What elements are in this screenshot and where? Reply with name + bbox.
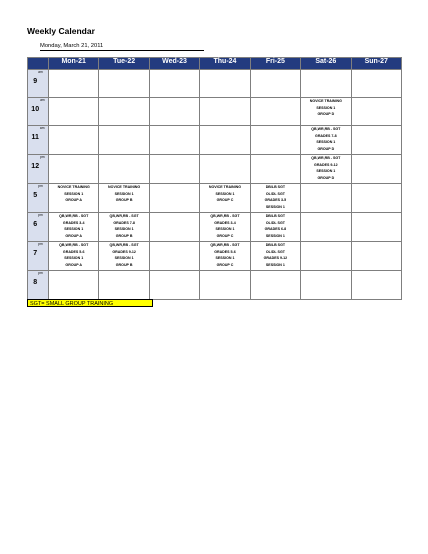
time-hour: 5 bbox=[33, 192, 38, 199]
event-line: DB/LB SGT bbox=[265, 214, 286, 218]
day-header: Sun-27 bbox=[351, 58, 401, 70]
event-line: SESSION 1 bbox=[265, 233, 285, 238]
event-line: SESSION 1 bbox=[215, 227, 235, 232]
calendar-cell bbox=[149, 98, 199, 126]
calendar-cell bbox=[149, 126, 199, 155]
calendar-cell bbox=[351, 242, 401, 271]
time-suffix: pm bbox=[40, 155, 45, 159]
calendar-cell bbox=[351, 213, 401, 242]
time-label bbox=[28, 70, 49, 98]
calendar-cell bbox=[351, 70, 401, 98]
weekly-calendar-table bbox=[27, 57, 402, 300]
event-line: GRADES 9-12 bbox=[314, 162, 338, 167]
event-line: GROUP D bbox=[317, 112, 335, 117]
calendar-cell bbox=[250, 155, 300, 184]
event-line: GROUP D bbox=[317, 146, 335, 151]
time-row bbox=[28, 184, 402, 213]
time-suffix: pm bbox=[38, 271, 43, 275]
event-line: SESSION 1 bbox=[316, 140, 336, 145]
time-hour: 6 bbox=[33, 221, 38, 228]
calendar-cell bbox=[49, 242, 99, 271]
calendar-cell bbox=[250, 98, 300, 126]
event-line: DB/LB SGT bbox=[265, 243, 286, 247]
event-line: QB,WR,RB - SGT bbox=[109, 214, 139, 218]
calendar-cell bbox=[99, 98, 149, 126]
time-label bbox=[28, 126, 49, 155]
time-suffix: am bbox=[40, 98, 45, 102]
time-suffix: pm bbox=[38, 184, 43, 188]
calendar-cell bbox=[301, 184, 351, 213]
event-line: GROUP A bbox=[65, 262, 82, 267]
calendar-cell bbox=[301, 213, 351, 242]
calendar-cell bbox=[351, 184, 401, 213]
event-line: SESSION 1 bbox=[265, 262, 285, 267]
calendar-cell bbox=[250, 213, 300, 242]
time-label bbox=[28, 213, 49, 242]
calendar-cell bbox=[301, 98, 351, 126]
event-line: SESSION 1 bbox=[265, 204, 285, 209]
calendar-cell bbox=[49, 155, 99, 184]
calendar-cell bbox=[149, 155, 199, 184]
event-line: OL/DL SGT bbox=[265, 249, 285, 254]
calendar-cell bbox=[149, 271, 199, 300]
time-hour: 9 bbox=[33, 78, 38, 85]
time-label bbox=[28, 155, 49, 184]
event-line: DB/LB SGT bbox=[265, 185, 286, 189]
time-hour: 12 bbox=[31, 163, 40, 170]
event-line: GRADES 3-5 bbox=[264, 198, 287, 203]
event-line: QB,WR,RB - SGT bbox=[59, 214, 89, 218]
event-line: GROUP C bbox=[216, 262, 234, 267]
calendar-cell bbox=[351, 126, 401, 155]
event-line: SESSION 1 bbox=[215, 256, 235, 261]
time-hour: 10 bbox=[31, 106, 40, 113]
calendar-cell bbox=[99, 70, 149, 98]
time-hour: 7 bbox=[33, 250, 38, 257]
calendar-cell bbox=[149, 70, 199, 98]
calendar-body bbox=[28, 70, 402, 300]
event-line: SESSION 1 bbox=[215, 191, 235, 196]
event-line: SESSION 1 bbox=[64, 191, 84, 196]
calendar-cell bbox=[250, 242, 300, 271]
calendar-cell bbox=[301, 242, 351, 271]
calendar-cell bbox=[49, 184, 99, 213]
calendar-cell bbox=[250, 271, 300, 300]
time-suffix: am bbox=[39, 126, 45, 130]
time-hour: 8 bbox=[33, 279, 38, 286]
event-line: GRADES 6-8 bbox=[264, 227, 287, 232]
event-line: QB,WR,RB - SGT bbox=[210, 243, 240, 247]
time-hour: 11 bbox=[31, 134, 39, 141]
calendar-cell bbox=[149, 184, 199, 213]
calendar-cell bbox=[99, 126, 149, 155]
calendar-cell bbox=[250, 126, 300, 155]
event-line: GRADES 5-6 bbox=[214, 249, 236, 254]
event-line: GRADES 9-12 bbox=[112, 249, 136, 254]
day-header-row bbox=[28, 58, 402, 70]
calendar-cell bbox=[149, 242, 199, 271]
day-header: Sat-26 bbox=[301, 58, 351, 70]
event-line: QB,WR,RB - SGT bbox=[311, 127, 341, 131]
event-line: NOVICE TRAINING bbox=[208, 185, 242, 189]
time-suffix: pm bbox=[38, 213, 43, 217]
day-header: Thu-24 bbox=[200, 58, 250, 70]
event-line: GROUP D bbox=[317, 175, 335, 180]
calendar-cell bbox=[200, 271, 250, 300]
calendar-cell bbox=[351, 155, 401, 184]
calendar-cell bbox=[200, 98, 250, 126]
legend-note: SGT= SMALL GROUP TRAINING bbox=[27, 299, 153, 307]
event-line: GRADES 9-12 bbox=[263, 256, 288, 261]
calendar-cell bbox=[250, 70, 300, 98]
time-row bbox=[28, 155, 402, 184]
calendar-cell bbox=[99, 155, 149, 184]
calendar-cell bbox=[49, 70, 99, 98]
time-label bbox=[28, 184, 49, 213]
time-row bbox=[28, 70, 402, 98]
event-line: GROUP B bbox=[115, 233, 133, 238]
calendar-cell bbox=[49, 126, 99, 155]
calendar-cell bbox=[99, 242, 149, 271]
event-line: SESSION 1 bbox=[64, 227, 84, 232]
event-line: GROUP B bbox=[115, 198, 133, 203]
date-line: Monday, March 21, 2011 bbox=[40, 43, 204, 51]
calendar-cell bbox=[351, 271, 401, 300]
event-line: GRADES 3-4 bbox=[62, 220, 85, 225]
time-row bbox=[28, 213, 402, 242]
event-line: SESSION 1 bbox=[114, 227, 134, 232]
day-header: Mon-21 bbox=[49, 58, 99, 70]
time-label bbox=[28, 98, 49, 126]
event-line: GROUP C bbox=[216, 198, 234, 203]
day-header: Fri-25 bbox=[250, 58, 300, 70]
event-line: NOVICE TRAINING bbox=[57, 185, 90, 189]
day-header: Tue-22 bbox=[99, 58, 149, 70]
page-title: Weekly Calendar bbox=[27, 26, 95, 36]
event-line: QB,WR,RB - SGT bbox=[210, 214, 240, 218]
time-row bbox=[28, 98, 402, 126]
event-line: GRADES 3-4 bbox=[214, 220, 236, 225]
calendar-cell bbox=[301, 271, 351, 300]
calendar-cell bbox=[200, 213, 250, 242]
event-line: GRADES 7-8 bbox=[113, 220, 135, 225]
event-line: SESSION 1 bbox=[316, 169, 336, 174]
event-line: SESSION 1 bbox=[64, 256, 84, 261]
calendar-cell bbox=[250, 184, 300, 213]
event-line: NOVICE TRAINING bbox=[309, 99, 342, 103]
time-label bbox=[28, 271, 49, 300]
time-suffix: pm bbox=[38, 242, 43, 246]
calendar-cell bbox=[301, 70, 351, 98]
time-suffix: am bbox=[38, 70, 43, 74]
calendar-cell bbox=[49, 271, 99, 300]
calendar-cell bbox=[200, 242, 250, 271]
calendar-cell bbox=[99, 271, 149, 300]
calendar-cell bbox=[49, 98, 99, 126]
time-row bbox=[28, 271, 402, 300]
header-corner bbox=[28, 58, 49, 70]
calendar-cell bbox=[200, 184, 250, 213]
calendar-cell bbox=[301, 126, 351, 155]
event-line: GROUP A bbox=[65, 233, 82, 238]
event-line: GROUP C bbox=[216, 233, 234, 238]
event-line: OL/DL SGT bbox=[265, 220, 285, 225]
day-header: Wed-23 bbox=[149, 58, 199, 70]
calendar-cell bbox=[301, 155, 351, 184]
calendar-cell bbox=[200, 155, 250, 184]
time-row bbox=[28, 242, 402, 271]
calendar-cell bbox=[200, 70, 250, 98]
event-line: QB,WR,RB - SGT bbox=[311, 156, 341, 160]
calendar-cell bbox=[99, 213, 149, 242]
calendar-cell bbox=[49, 213, 99, 242]
calendar-cell bbox=[149, 213, 199, 242]
event-line: OL/DL SGT bbox=[265, 191, 285, 196]
time-label bbox=[28, 242, 49, 271]
event-line: SESSION 1 bbox=[114, 256, 134, 261]
event-line: GRADES 5-6 bbox=[62, 249, 85, 254]
event-line: SESSION 1 bbox=[316, 105, 336, 110]
event-line: QB,WR,RB - SGT bbox=[109, 243, 139, 247]
calendar-cell bbox=[99, 184, 149, 213]
calendar-cell bbox=[200, 126, 250, 155]
event-line: QB,WR,RB - SGT bbox=[59, 243, 89, 247]
event-line: GROUP A bbox=[65, 198, 82, 203]
event-line: SESSION 1 bbox=[114, 191, 134, 196]
time-row bbox=[28, 126, 402, 155]
event-line: NOVICE TRAINING bbox=[108, 185, 141, 189]
event-line: GRADES 7-8 bbox=[315, 133, 337, 138]
event-line: GROUP B bbox=[115, 262, 133, 267]
calendar-cell bbox=[351, 98, 401, 126]
